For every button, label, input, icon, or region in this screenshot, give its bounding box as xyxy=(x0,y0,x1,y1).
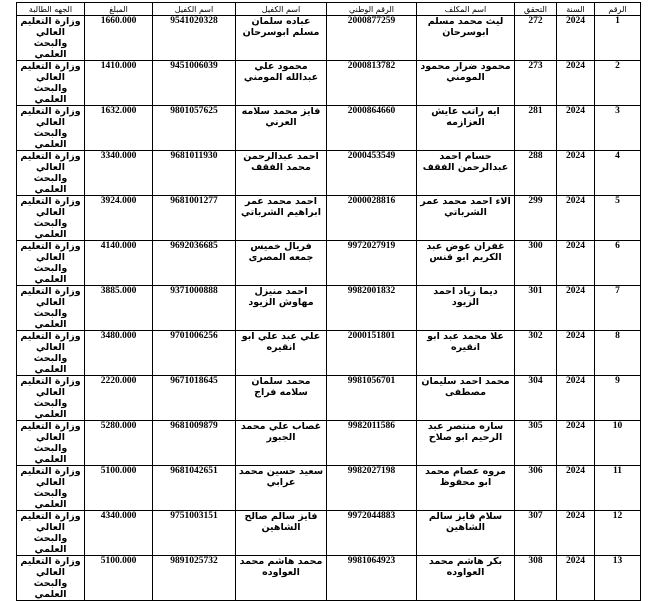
cell-guarantor-name: احمد عبدالرحمن محمد الفقف xyxy=(236,151,327,196)
table-row xyxy=(17,376,641,421)
cell-entitlement: 305 xyxy=(515,421,557,466)
cell-agency: وزارة التعليم العالي والبحث العلمي xyxy=(17,286,85,331)
cell-national-id: 9981064923 xyxy=(327,556,417,601)
table-row xyxy=(17,61,641,106)
cell-index: 5 xyxy=(595,196,641,241)
cell-taxpayer-name: ديما زياد احمد الزيود xyxy=(417,286,515,331)
cell-national-id: 9972027919 xyxy=(327,241,417,286)
cell-agency: وزارة التعليم العالي والبحث العلمي xyxy=(17,241,85,286)
cell-index: 7 xyxy=(595,286,641,331)
header-row xyxy=(17,3,641,16)
cell-guarantor-name: فايز محمد سلامه العرني xyxy=(236,106,327,151)
cell-guarantor-name: سعيد حسين محمد عرابي xyxy=(236,466,327,511)
cell-entitlement: 273 xyxy=(515,61,557,106)
cell-agency: وزارة التعليم العالي والبحث العلمي xyxy=(17,106,85,151)
cell-national-id: 2000453549 xyxy=(327,151,417,196)
cell-guarantor-id: 9681042651 xyxy=(153,466,236,511)
cell-entitlement: 304 xyxy=(515,376,557,421)
header-amount: المبلغ xyxy=(85,3,153,16)
cell-amount: 5280.000 xyxy=(85,421,153,466)
cell-entitlement: 301 xyxy=(515,286,557,331)
cell-national-id: 2000028816 xyxy=(327,196,417,241)
cell-amount: 3924.000 xyxy=(85,196,153,241)
cell-guarantor-name: فريال خميس جمعه المصرى xyxy=(236,241,327,286)
cell-agency: وزارة التعليم العالي والبحث العلمي xyxy=(17,376,85,421)
cell-index: 12 xyxy=(595,511,641,556)
table-row xyxy=(17,16,641,61)
cell-index: 9 xyxy=(595,376,641,421)
cell-amount: 5100.000 xyxy=(85,556,153,601)
cell-year: 2024 xyxy=(557,331,595,376)
cell-amount: 1660.000 xyxy=(85,16,153,61)
cell-amount: 5100.000 xyxy=(85,466,153,511)
header-guarantor-id: اسم الكفيل xyxy=(153,3,236,16)
cell-amount: 3885.000 xyxy=(85,286,153,331)
table-row xyxy=(17,106,641,151)
cell-year: 2024 xyxy=(557,61,595,106)
cell-entitlement: 299 xyxy=(515,196,557,241)
cell-taxpayer-name: محمود ضرار محمود المومني xyxy=(417,61,515,106)
cell-entitlement: 306 xyxy=(515,466,557,511)
cell-national-id: 9982001832 xyxy=(327,286,417,331)
table-row xyxy=(17,196,641,241)
cell-taxpayer-name: محمد احمد سليمان مصطفى xyxy=(417,376,515,421)
cell-index: 3 xyxy=(595,106,641,151)
cell-agency: وزارة التعليم العالي والبحث العلمي xyxy=(17,16,85,61)
cell-year: 2024 xyxy=(557,16,595,61)
cell-national-id: 2000877259 xyxy=(327,16,417,61)
cell-year: 2024 xyxy=(557,421,595,466)
cell-year: 2024 xyxy=(557,286,595,331)
cell-guarantor-id: 9751003151 xyxy=(153,511,236,556)
table-row xyxy=(17,286,641,331)
cell-amount: 2220.000 xyxy=(85,376,153,421)
cell-year: 2024 xyxy=(557,466,595,511)
cell-guarantor-name: احمد منيزل مهاوش الزيود xyxy=(236,286,327,331)
table-row xyxy=(17,151,641,196)
cell-year: 2024 xyxy=(557,376,595,421)
cell-guarantor-id: 9891025732 xyxy=(153,556,236,601)
cell-taxpayer-name: ساره منتصر عبد الرحيم ابو صلاح xyxy=(417,421,515,466)
cell-taxpayer-name: ايه راتب عايش العزازمه xyxy=(417,106,515,151)
cell-year: 2024 xyxy=(557,196,595,241)
table-row xyxy=(17,511,641,556)
cell-guarantor-id: 9801057625 xyxy=(153,106,236,151)
cell-entitlement: 307 xyxy=(515,511,557,556)
cell-year: 2024 xyxy=(557,556,595,601)
cell-guarantor-id: 9681011930 xyxy=(153,151,236,196)
cell-year: 2024 xyxy=(557,241,595,286)
cell-guarantor-id: 9541020328 xyxy=(153,16,236,61)
cell-national-id: 2000813782 xyxy=(327,61,417,106)
cell-national-id: 9972044883 xyxy=(327,511,417,556)
cell-amount: 4340.000 xyxy=(85,511,153,556)
table-row xyxy=(17,421,641,466)
cell-entitlement: 308 xyxy=(515,556,557,601)
header-year: السنة xyxy=(557,3,595,16)
cell-amount: 3340.000 xyxy=(85,151,153,196)
cell-guarantor-name: احمد محمد عمر ابراهيم الشرباتي xyxy=(236,196,327,241)
header-entitlement: التحقق xyxy=(515,3,557,16)
header-guarantor-name: اسم الكفيل xyxy=(236,3,327,16)
cell-index: 4 xyxy=(595,151,641,196)
cell-guarantor-id: 9671018645 xyxy=(153,376,236,421)
cell-agency: وزارة التعليم العالي والبحث العلمي xyxy=(17,421,85,466)
header-agency: الجهه الطالبة xyxy=(17,3,85,16)
cell-agency: وزارة التعليم العالي والبحث العلمي xyxy=(17,466,85,511)
cell-agency: وزارة التعليم العالي والبحث العلمي xyxy=(17,511,85,556)
cell-guarantor-name: غصاب علي محمد الجبور xyxy=(236,421,327,466)
cell-agency: وزارة التعليم العالي والبحث العلمي xyxy=(17,331,85,376)
cell-amount: 1632.000 xyxy=(85,106,153,151)
cell-entitlement: 288 xyxy=(515,151,557,196)
cell-index: 13 xyxy=(595,556,641,601)
cell-guarantor-id: 9681001277 xyxy=(153,196,236,241)
cell-taxpayer-name: علا محمد عبد ابو انقيره xyxy=(417,331,515,376)
table-row xyxy=(17,241,641,286)
header-national-id: الرقم الوطني xyxy=(327,3,417,16)
cell-guarantor-id: 9692036685 xyxy=(153,241,236,286)
cell-entitlement: 281 xyxy=(515,106,557,151)
cell-guarantor-name: فايز سالم صالح الشاهين xyxy=(236,511,327,556)
cell-index: 10 xyxy=(595,421,641,466)
cell-guarantor-name: علي عبد علي ابو انقيره xyxy=(236,331,327,376)
cell-year: 2024 xyxy=(557,151,595,196)
cell-taxpayer-name: الاء احمد محمد عمر الشرباتي xyxy=(417,196,515,241)
cell-guarantor-name: محمد هاشم محمد العواوده xyxy=(236,556,327,601)
cell-taxpayer-name: غفران عوض عبد الكريم ابو قنس xyxy=(417,241,515,286)
cell-guarantor-id: 9701006256 xyxy=(153,331,236,376)
cell-index: 11 xyxy=(595,466,641,511)
cell-guarantor-name: عباده سلمان مسلم ابوسرحان xyxy=(236,16,327,61)
cell-taxpayer-name: سلام فايز سالم الشاهين xyxy=(417,511,515,556)
cell-index: 8 xyxy=(595,331,641,376)
cell-guarantor-name: محمد سلمان سلامه فراج xyxy=(236,376,327,421)
records-table xyxy=(16,2,641,601)
cell-national-id: 9982011586 xyxy=(327,421,417,466)
cell-national-id: 9982027198 xyxy=(327,466,417,511)
cell-year: 2024 xyxy=(557,511,595,556)
cell-taxpayer-name: بكر هاشم محمد العواوده xyxy=(417,556,515,601)
cell-taxpayer-name: ليث محمد مسلم ابوسرحان xyxy=(417,16,515,61)
cell-amount: 3480.000 xyxy=(85,331,153,376)
table-row xyxy=(17,466,641,511)
header-index: الرقم xyxy=(595,3,641,16)
cell-entitlement: 300 xyxy=(515,241,557,286)
cell-entitlement: 272 xyxy=(515,16,557,61)
header-taxpayer-name: اسم المكلف xyxy=(417,3,515,16)
cell-guarantor-id: 9451006039 xyxy=(153,61,236,106)
table-row xyxy=(17,331,641,376)
cell-national-id: 2000151801 xyxy=(327,331,417,376)
cell-year: 2024 xyxy=(557,106,595,151)
cell-agency: وزارة التعليم العالي والبحث العلمي xyxy=(17,196,85,241)
cell-index: 2 xyxy=(595,61,641,106)
cell-taxpayer-name: حسام احمد عبدالرحمن الفقف xyxy=(417,151,515,196)
cell-guarantor-name: محمود علي عبدالله المومني xyxy=(236,61,327,106)
cell-taxpayer-name: مروه عصام محمد ابو محفوظ xyxy=(417,466,515,511)
cell-guarantor-id: 9681009879 xyxy=(153,421,236,466)
cell-guarantor-id: 9371000888 xyxy=(153,286,236,331)
cell-agency: وزارة التعليم العالي والبحث العلمي xyxy=(17,151,85,196)
table-row xyxy=(17,556,641,601)
cell-index: 1 xyxy=(595,16,641,61)
cell-index: 6 xyxy=(595,241,641,286)
cell-national-id: 2000864660 xyxy=(327,106,417,151)
cell-amount: 1410.000 xyxy=(85,61,153,106)
cell-national-id: 9981056701 xyxy=(327,376,417,421)
cell-entitlement: 302 xyxy=(515,331,557,376)
cell-amount: 4140.000 xyxy=(85,241,153,286)
cell-agency: وزارة التعليم العالي والبحث العلمي xyxy=(17,61,85,106)
cell-agency: وزارة التعليم العالي والبحث العلمي xyxy=(17,556,85,601)
